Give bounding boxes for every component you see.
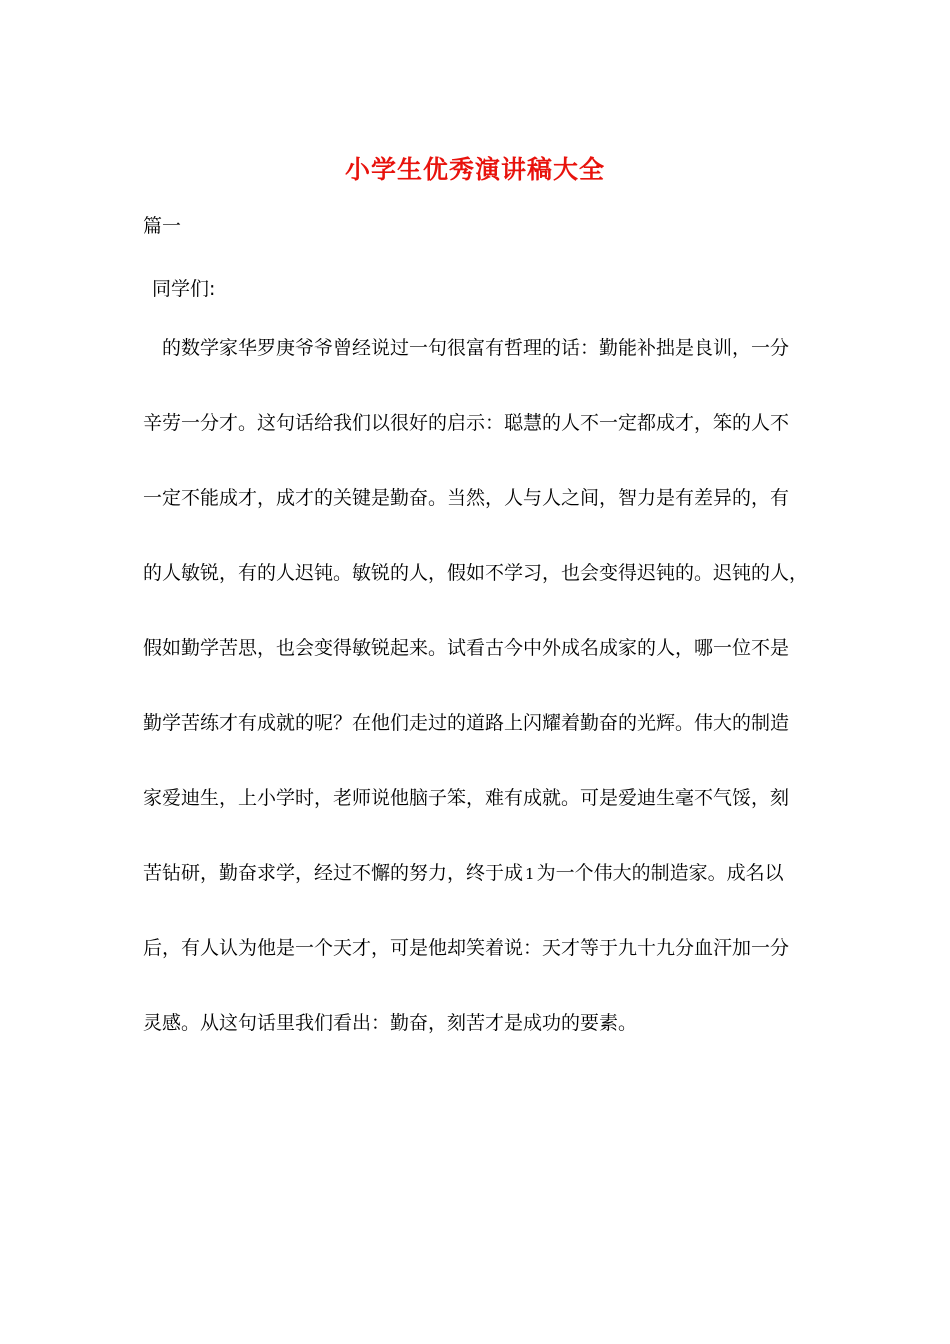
body-paragraph <box>143 336 809 1086</box>
text-line: 勤学苦练才有成就的呢？在他们走过的道路上闪耀着勤奋的光辉。伟大的制造 <box>143 712 790 734</box>
text-line: 辛劳一分才。这句话给我们以很好的启示：聪慧的人不一定都成才，笨的人不 <box>143 412 790 434</box>
text-line: 家爱迪生，上小学时，老师说他脑子笨，难有成就。可是爱迪生毫不气馁，刻 <box>143 787 790 809</box>
text-line <box>143 861 803 936</box>
text-line: 后，有人认为他是一个天才，可是他却笑着说：天才等于九十九分血汗加一分 <box>143 937 790 959</box>
text-line: 灵感。从这句话里我们看出：勤奋，刻苦才是成功的要素。 <box>143 1012 638 1034</box>
section-heading: 篇一 <box>143 215 182 237</box>
text-line-segment: 苦钻研，勤奋求学，经过不懈的努力，终于成 <box>143 862 524 884</box>
text-line: 的人敏锐，有的人迟钝。敏锐的人，假如不学习，也会变得迟钝的。迟钝的人， <box>143 562 809 584</box>
text-line: 一定不能成才，成才的关键是勤奋。当然，人与人之间，智力是有差异的，有 <box>143 487 790 509</box>
salutation: 同学们: <box>152 278 216 300</box>
document-title: 小学生优秀演讲稿大全 <box>344 155 605 184</box>
page-number: 1 <box>525 865 535 883</box>
text-line: 的数学家华罗庚爷爷曾经说过一句很富有哲理的话：勤能补拙是良训，一分 <box>162 337 790 359</box>
text-line-segment: 为一个伟大的制造家。成名以 <box>536 862 784 884</box>
text-line: 假如勤学苦思，也会变得敏锐起来。试看古今中外成名成家的人，哪一位不是 <box>143 637 790 659</box>
